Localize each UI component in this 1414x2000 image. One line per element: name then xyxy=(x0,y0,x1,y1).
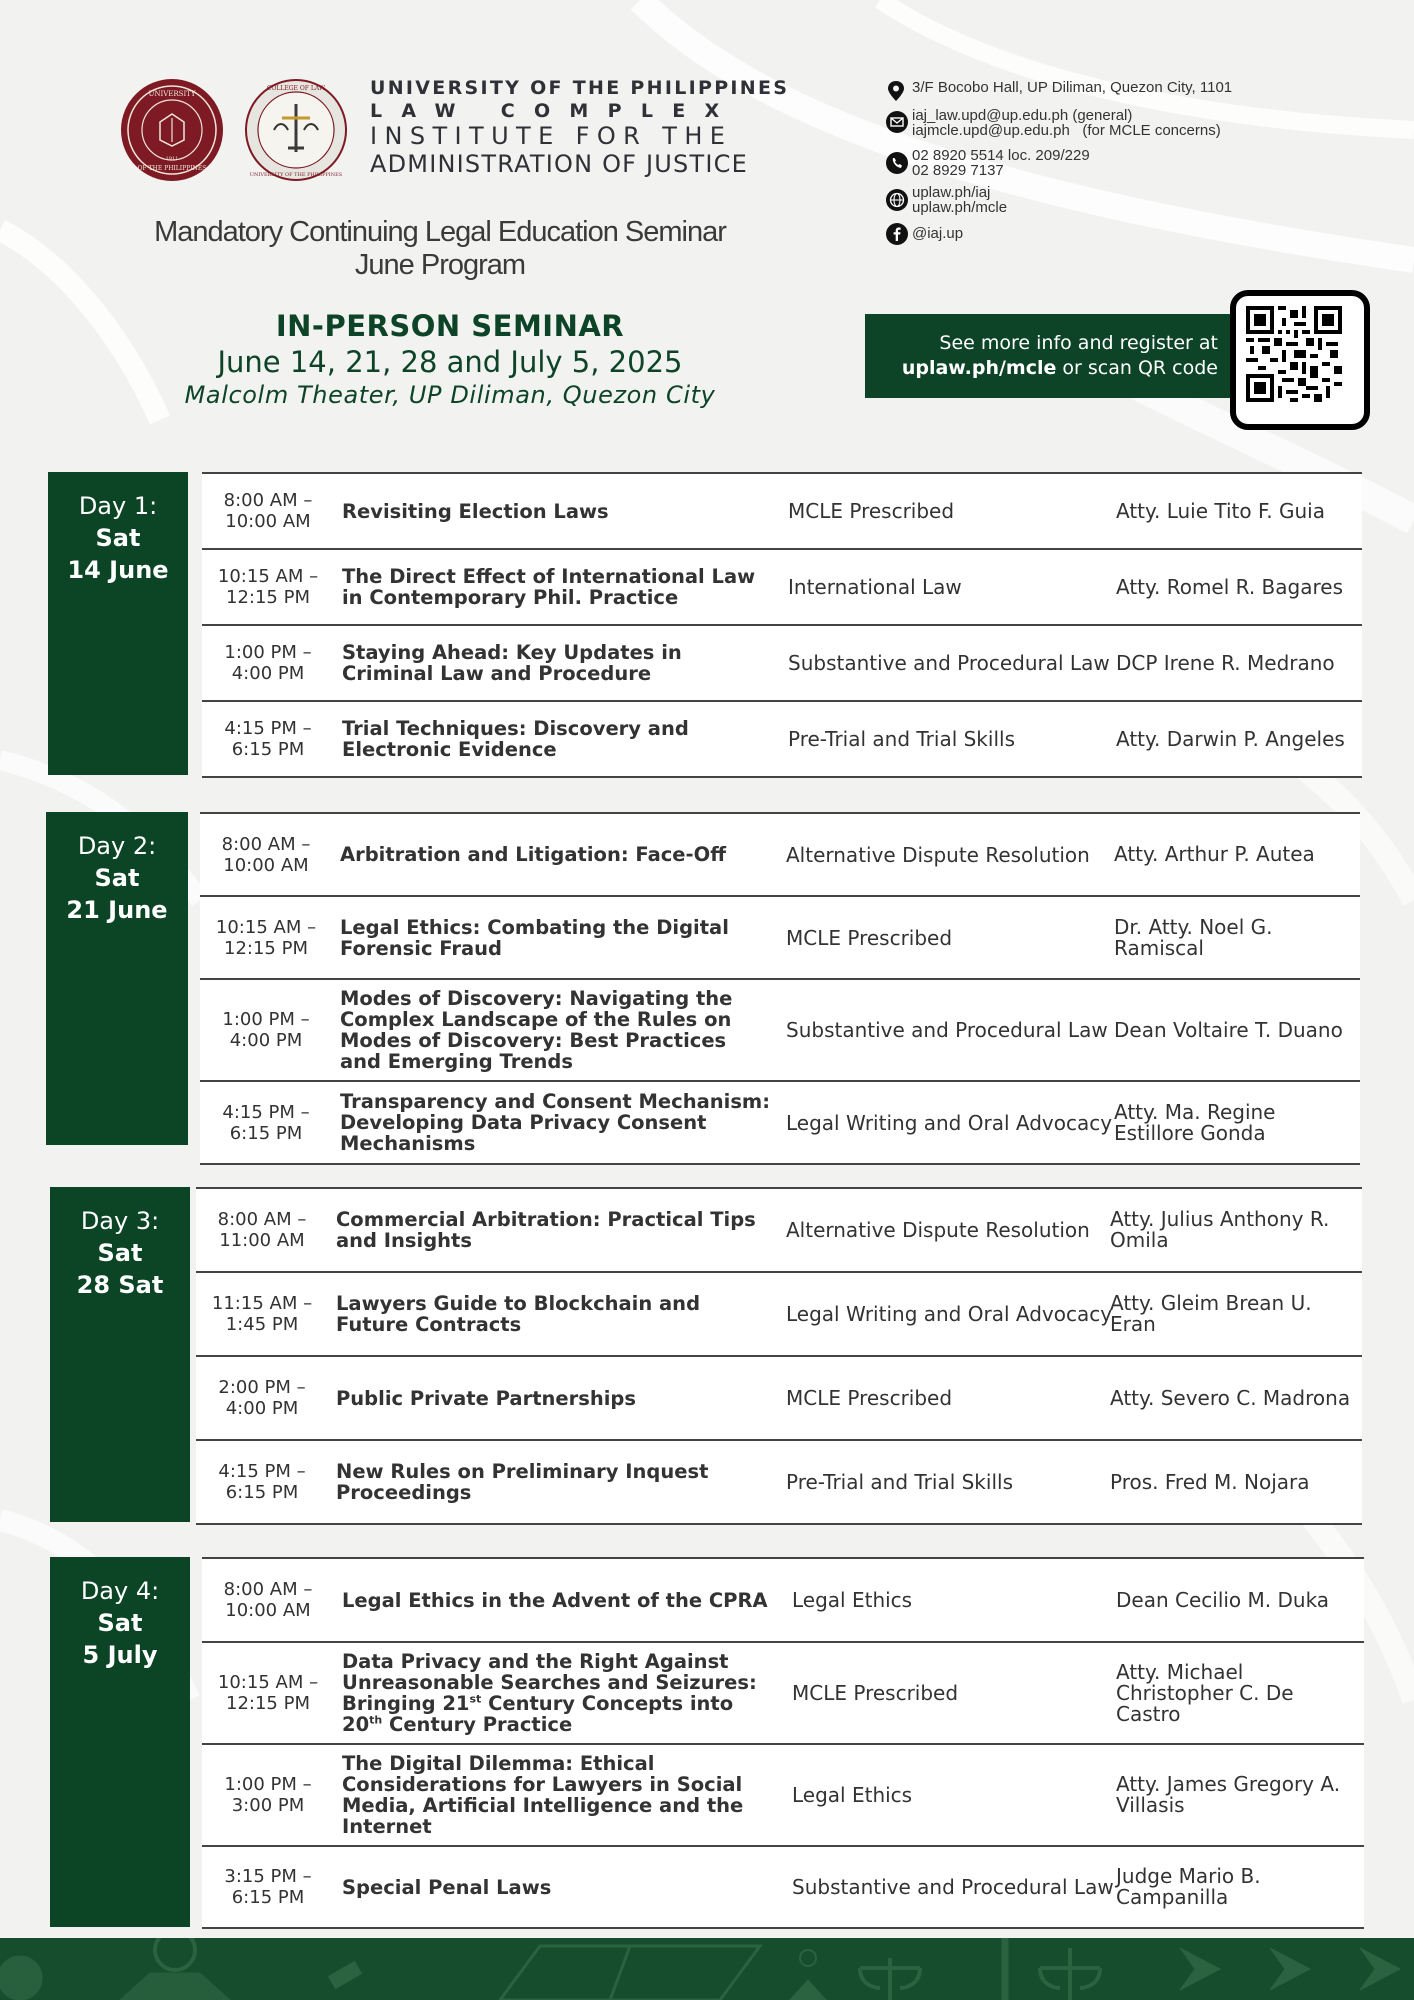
session-row xyxy=(196,1441,1362,1525)
day-weekday: Sat xyxy=(97,1609,143,1637)
phone-1[interactable]: 02 8920 5514 loc. 209/229 xyxy=(912,147,1090,164)
session-speaker: Atty. Luie Tito F. Guia xyxy=(1116,498,1325,523)
session-title: Arbitration and Litigation: Face-Off xyxy=(340,843,727,866)
seminar-info xyxy=(80,308,820,410)
session-title: Staying Ahead: Key Updates in Criminal Law and Procedure xyxy=(342,641,682,685)
seminar-venue: Malcolm Theater, UP Diliman, Quezon City xyxy=(184,381,716,409)
session-row xyxy=(196,1357,1362,1441)
session-speaker: Atty. Michael Christopher C. De Castro xyxy=(1116,1659,1294,1726)
session-category: Alternative Dispute Resolution xyxy=(786,1218,1090,1242)
contact-phone xyxy=(912,148,1332,178)
session-title: New Rules on Preliminary Inquest Proceedings xyxy=(336,1460,709,1504)
day-3-badge xyxy=(50,1187,190,1522)
day-2-badge xyxy=(46,812,188,1145)
session-row xyxy=(200,1082,1360,1165)
session-title: Trial Techniques: Discovery and Electronic Evidence xyxy=(342,717,689,761)
day-weekday: Sat xyxy=(94,864,140,892)
footer-legal-icons xyxy=(0,1938,1414,2000)
institution-line-1: UNIVERSITY OF THE PHILIPPINES xyxy=(370,77,790,99)
session-speaker: DCP Irene R. Medrano xyxy=(1116,650,1335,675)
session-speaker: Atty. Ma. Regine Estillore Gonda xyxy=(1114,1099,1276,1145)
session-row xyxy=(202,1643,1364,1745)
session-time: 10:15 AM – 12:15 PM xyxy=(217,566,319,608)
web-mcle[interactable]: uplaw.ph/mcle xyxy=(912,199,1008,216)
session-category: Pre-Trial and Trial Skills xyxy=(786,1470,1013,1494)
session-category: Alternative Dispute Resolution xyxy=(786,842,1090,867)
program-title-line-1: Mandatory Continuing Legal Education Seminar xyxy=(154,216,726,248)
institution-line-3: INSTITUTE FOR THE xyxy=(370,122,733,150)
phone-2[interactable]: 02 8929 7137 xyxy=(912,162,1004,179)
address-text: 3/F Bocobo Hall, UP Diliman, Quezon City, 1101 xyxy=(912,79,1233,96)
session-row xyxy=(200,980,1360,1082)
session-speaker: Atty. Severo C. Madrona xyxy=(1110,1385,1351,1410)
session-row xyxy=(202,626,1362,702)
day-1-badge xyxy=(48,472,188,775)
register-link[interactable]: uplaw.ph/mcle xyxy=(901,357,1057,379)
institution-name xyxy=(370,76,790,178)
session-speaker: Dean Cecilio M. Duka xyxy=(1116,1587,1330,1612)
session-title: Revisiting Election Laws xyxy=(342,499,609,523)
session-time: 4:15 PM – 6:15 PM xyxy=(224,718,312,760)
contact-web xyxy=(912,185,1332,215)
session-row xyxy=(196,1273,1362,1357)
program-title xyxy=(90,216,790,282)
email-mcle[interactable]: iajmcle.upd@up.edu.ph (for MCLE concerns) xyxy=(912,122,1221,139)
session-category: Substantive and Procedural Law xyxy=(788,651,1110,675)
phone-icon xyxy=(886,152,908,174)
program-title-line-2: June Program xyxy=(354,249,526,281)
globe-icon xyxy=(886,189,908,211)
session-category: Legal Ethics xyxy=(792,1588,913,1612)
facebook-handle[interactable]: @iaj.up xyxy=(912,225,964,242)
seminar-type: IN-PERSON SEMINAR xyxy=(275,309,625,343)
day-weekday: Sat xyxy=(95,524,141,552)
session-time: 4:15 PM – 6:15 PM xyxy=(222,1101,310,1144)
contact-email xyxy=(912,108,1332,138)
session-row xyxy=(202,1559,1364,1643)
session-category: Pre-Trial and Trial Skills xyxy=(788,727,1015,751)
day-label: Day 2: xyxy=(77,832,157,860)
session-title: Lawyers Guide to Blockchain and Future Contracts xyxy=(336,1292,701,1336)
session-title: Data Privacy and the Right Against Unreasonable Searches and Seizures: Bringing 21st Century Concepts into 20th Century Practice xyxy=(342,1650,757,1736)
session-speaker: Atty. Arthur P. Autea xyxy=(1114,842,1315,866)
contact-address xyxy=(912,80,1332,95)
day-1-schedule xyxy=(202,472,1362,778)
session-row xyxy=(202,550,1362,626)
session-category: Substantive and Procedural Law xyxy=(786,1018,1108,1042)
register-line-2-rest: or scan QR code xyxy=(1056,357,1218,379)
session-time: 2:00 PM – 4:00 PM xyxy=(218,1377,306,1419)
session-row xyxy=(196,1189,1362,1273)
session-time: 8:00 AM – 10:00 AM xyxy=(221,833,311,876)
session-row xyxy=(202,1745,1364,1847)
day-4-badge xyxy=(50,1557,190,1927)
session-title: The Direct Effect of International Law in Contemporary Phil. Practice xyxy=(342,565,756,609)
session-time: 1:00 PM – 4:00 PM xyxy=(224,642,312,684)
email-general[interactable]: iaj_law.upd@up.edu.ph (general) xyxy=(912,107,1133,124)
session-time: 1:00 PM – 3:00 PM xyxy=(224,1774,312,1816)
svg-text:OF THE PHILIPPINES: OF THE PHILIPPINES xyxy=(137,165,207,172)
session-title: Transparency and Consent Mechanism: Developing Data Privacy Consent Mechanisms xyxy=(340,1090,771,1155)
svg-text:UNIVERSITY: UNIVERSITY xyxy=(148,90,196,98)
session-title: Public Private Partnerships xyxy=(336,1386,636,1410)
register-line-1: See more info and register at xyxy=(939,332,1218,354)
seminar-dates: June 14, 21, 28 and July 5, 2025 xyxy=(217,345,683,379)
register-line-2 xyxy=(902,357,1218,379)
session-category: International Law xyxy=(788,575,962,599)
session-time: 3:15 PM – 6:15 PM xyxy=(224,1866,312,1908)
session-row xyxy=(202,702,1362,778)
session-speaker: Judge Mario B. Campanilla xyxy=(1116,1864,1261,1909)
session-speaker: Atty. Julius Anthony R. Omila xyxy=(1110,1207,1330,1252)
session-category: MCLE Prescribed xyxy=(788,499,955,523)
session-title: Modes of Discovery: Navigating the Complex Landscape of the Rules on Modes of Discovery: Best Practices and Emerging Trends xyxy=(340,987,733,1073)
session-time: 1:00 PM – 4:00 PM xyxy=(222,1009,310,1051)
footer-band xyxy=(0,1938,1414,2000)
institution-line-2: LAW COMPLEX xyxy=(370,100,739,122)
session-category: MCLE Prescribed xyxy=(786,925,953,950)
session-category: Legal Writing and Oral Advocacy xyxy=(786,1110,1113,1135)
session-title: Commercial Arbitration: Practical Tips and Insights xyxy=(336,1208,756,1252)
facebook-icon xyxy=(886,223,908,245)
session-speaker: Atty. Darwin P. Angeles xyxy=(1116,726,1345,751)
location-pin-icon xyxy=(886,80,908,102)
session-time: 8:00 AM – 10:00 AM xyxy=(223,490,313,532)
session-row xyxy=(200,897,1360,980)
session-category: MCLE Prescribed xyxy=(792,1681,959,1705)
session-time: 10:15 AM – 12:15 PM xyxy=(215,916,317,959)
session-time: 8:00 AM – 10:00 AM xyxy=(223,1579,313,1621)
qr-code[interactable] xyxy=(1230,290,1370,430)
svg-text:COLLEGE OF LAW: COLLEGE OF LAW xyxy=(266,85,326,92)
session-title: Special Penal Laws xyxy=(342,1875,552,1899)
session-title: The Digital Dilemma: Ethical Considerations for Lawyers in Social Media, Artificial Intelligence and the Internet xyxy=(342,1752,744,1838)
day-date: 28 Sat xyxy=(76,1271,164,1299)
svg-text:1911: 1911 xyxy=(165,156,179,162)
register-banner xyxy=(865,314,1240,398)
session-category: Legal Ethics xyxy=(792,1783,913,1807)
day-date: 5 July xyxy=(82,1641,158,1669)
session-speaker: Dr. Atty. Noel G. Ramiscal xyxy=(1114,914,1273,960)
session-speaker: Atty. Romel R. Bagares xyxy=(1116,574,1343,599)
session-speaker: Dean Voltaire T. Duano xyxy=(1114,1017,1343,1042)
session-time: 4:15 PM – 6:15 PM xyxy=(218,1461,306,1503)
session-row xyxy=(202,1847,1364,1929)
session-time: 11:15 AM – 1:45 PM xyxy=(211,1293,313,1335)
session-category: Legal Writing and Oral Advocacy xyxy=(786,1302,1113,1326)
day-4-schedule xyxy=(202,1557,1364,1929)
session-row xyxy=(200,814,1360,897)
up-law-center-seal xyxy=(244,78,348,182)
day-weekday: Sat xyxy=(97,1239,143,1267)
session-row xyxy=(202,474,1362,550)
day-label: Day 4: xyxy=(80,1577,160,1605)
day-3-schedule xyxy=(196,1187,1362,1525)
day-2-schedule xyxy=(200,812,1360,1165)
day-label: Day 3: xyxy=(80,1207,160,1235)
svg-text:UNIVERSITY OF THE PHILIPPINES: UNIVERSITY OF THE PHILIPPINES xyxy=(249,172,343,178)
day-label: Day 1: xyxy=(78,492,158,520)
session-speaker: Atty. James Gregory A. Villasis xyxy=(1116,1772,1341,1817)
session-time: 8:00 AM – 11:00 AM xyxy=(217,1209,307,1251)
day-date: 14 June xyxy=(67,556,169,584)
email-icon xyxy=(886,111,908,133)
session-category: MCLE Prescribed xyxy=(786,1386,953,1410)
session-title: Legal Ethics: Combating the Digital Forensic Fraud xyxy=(340,915,729,960)
session-category: Substantive and Procedural Law xyxy=(792,1875,1114,1899)
day-date: 21 June xyxy=(66,896,168,924)
web-iaj[interactable]: uplaw.ph/iaj xyxy=(912,184,991,201)
session-speaker: Atty. Gleim Brean U. Eran xyxy=(1110,1291,1312,1336)
session-time: 10:15 AM – 12:15 PM xyxy=(217,1672,319,1714)
session-speaker: Pros. Fred M. Nojara xyxy=(1110,1469,1310,1494)
session-title: Legal Ethics in the Advent of the CPRA xyxy=(342,1588,768,1612)
up-college-of-law-seal xyxy=(120,78,224,182)
contact-facebook xyxy=(912,226,1332,241)
institution-line-4: ADMINISTRATION OF JUSTICE xyxy=(370,150,748,178)
